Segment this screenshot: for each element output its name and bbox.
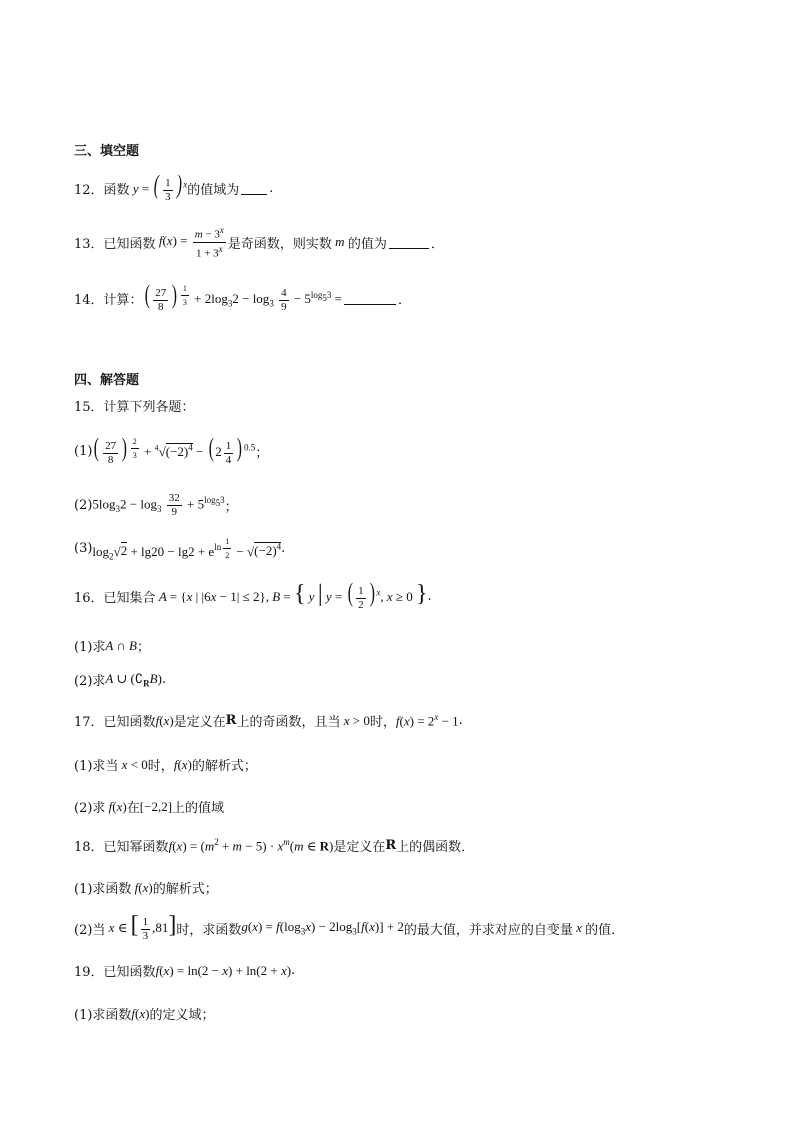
question-text: 计算： (103, 292, 143, 308)
question-text: 的定义域； (149, 1008, 215, 1023)
question-18-part-2: (2)当 x ∈ [ $\frac{1}{3}$ ,81] 时，求函数 $g(x) = f(\log_3x) - 2\log_3[f(x)] + 2$ 的最大值，并求对应的自变量 x 的值． (74, 912, 625, 942)
question-16 (74, 576, 432, 616)
formula: A = {x | |6x − 1| ≤ 2}, B = { y | y = ( $\frac{1}{2}$ ) $^x$, x ≥ 0 } (155, 578, 428, 611)
question-number: 19． (74, 965, 104, 980)
question-12 (74, 172, 273, 204)
separator: ； (224, 499, 238, 515)
question-text: 是定义在 (173, 715, 226, 730)
question-text: 是定义在 (333, 840, 386, 855)
part-label: (1)求 (74, 640, 106, 655)
question-text: 的解析式； (191, 759, 257, 774)
separator: . (281, 540, 286, 556)
question-text: 已知函数 (103, 236, 156, 252)
section-heading-answer (74, 369, 139, 388)
formula: $5\log_32 - \log_3$ $\frac{32}{9}$ + $5^{log_53}$ (92, 491, 225, 518)
real-set: R (225, 713, 237, 728)
question-text: 已知幂函数 (103, 840, 169, 855)
question-text: 的解析式； (152, 882, 218, 897)
question-end: ． (398, 292, 412, 308)
question-text: 在 (126, 801, 140, 816)
part-label: (3) (74, 540, 93, 556)
question-text: 上的偶函数． (396, 840, 475, 855)
question-18-part-1: (1)求函数 f(x) 的解析式； (74, 879, 218, 897)
question-number: 13． (74, 236, 104, 252)
question-15-part-1 (74, 432, 268, 470)
separator: ； (255, 445, 269, 461)
part-label: (1)求函数 (74, 1008, 132, 1023)
question-text: 时， (369, 715, 396, 730)
question-text: 函数 (103, 182, 130, 198)
question-text: 是奇函数，则实数 (227, 236, 332, 252)
real-set: R (385, 838, 397, 853)
question-number: 16． (74, 590, 104, 606)
formula: A ∪ $(∁_RB)$ (105, 670, 162, 689)
question-15-stem (74, 396, 195, 415)
question-text: 15．计算下列各题： (74, 400, 195, 415)
question-19: 19． 已知函数 f(x) = ln(2 − x) + ln(2 + x) . (74, 962, 296, 980)
question-17-part-2: (2)求 f(x) 在 [−2,2] 上的值域 (74, 798, 225, 816)
question-text: 时，求函数 (176, 922, 242, 938)
question-end: ． (430, 236, 444, 252)
question-17-part-1: (1)求当 x < 0 时， f(x) 的解析式； (74, 756, 257, 774)
part-label: (1)求当 (74, 759, 119, 774)
question-17: 17． 已知函数 f(x) 是定义在 R 上的奇函数，且当 x > 0 时， $f(x) = 2^x - 1$ . (74, 711, 463, 730)
question-15-part-3 (74, 532, 285, 564)
question-number: 14． (74, 292, 104, 308)
question-14 (74, 278, 411, 318)
question-text: 时， (147, 759, 174, 774)
section-title: 三、填空题 (74, 144, 140, 159)
part-label: (2)求 (74, 674, 106, 689)
question-end: . (291, 963, 296, 978)
question-13: 13． 已知函数 f(x) = $\frac{m - 3^x}{1 + 3^x}$ 是奇函数，则实数 m 的值为 ． (74, 224, 444, 260)
question-18: 18． 已知幂函数 $f(x) = (m^2 + m - 5) \cdot x^m(m$ ∈ R) 是定义在 R 上的偶函数． (74, 836, 475, 855)
part-label: (2) (74, 497, 93, 513)
question-number: 12． (74, 182, 104, 198)
question-text: 的值域为 (187, 182, 240, 198)
question-end: . (269, 180, 274, 196)
part-label: (1) (74, 443, 93, 459)
answer-blank[interactable] (389, 236, 429, 249)
question-16-part-1 (74, 636, 150, 655)
section-heading-fill (74, 140, 139, 159)
formula: f(x) = $\frac{m - 3^x}{1 + 3^x}$ (155, 224, 224, 260)
formula: ( $\frac{27}{8}$ ) $^{\frac{1}{3}}$ + $2\log_32 - \log_3$ $\frac{4}{9}$ − $5^{log_53}$ = (144, 280, 343, 313)
part-label: (1)求函数 (74, 882, 132, 897)
separator: ； (136, 640, 150, 655)
question-text: 上的奇函数，且当 (236, 715, 341, 730)
question-end: . (427, 588, 432, 604)
question-text: 的最大值，并求对应的自变量 (403, 922, 573, 938)
question-19-part-1: (1)求函数 f(x) 的定义域； (74, 1005, 215, 1023)
separator: . (161, 672, 167, 687)
formula: $\log_2√2 + \lg 20 - \lg 2 + e^{ln \frac{1}{2}}$ − $√(-2)^4$ (92, 536, 282, 561)
question-text: 已知函数 (103, 715, 156, 730)
question-text: 的值． (585, 922, 625, 938)
part-label: (2)当 (74, 922, 106, 938)
question-text: 上的值域 (172, 801, 225, 816)
question-16-part-2 (74, 670, 166, 689)
question-number: 18． (74, 840, 104, 855)
part-label: (2)求 (74, 801, 106, 816)
formula: A ∩ B (105, 637, 137, 653)
answer-blank[interactable] (241, 182, 267, 195)
question-number: 17． (74, 715, 104, 730)
formula: ( $\frac{27}{8}$ ) $^{\frac{2}{3}}$ + $^4√(-2)^4$ − ( 2 $\frac{1}{4}$ ) $^{0.5}$ (94, 433, 256, 466)
question-text: 已知函数 (103, 965, 156, 980)
answer-blank[interactable] (344, 292, 396, 305)
question-end: . (458, 713, 463, 728)
question-text: 的值为 (347, 236, 387, 252)
formula: y = ( $\frac{1}{3}$ ) $^x$ (129, 170, 188, 203)
question-text: 已知集合 (103, 590, 156, 606)
question-15-part-2 (74, 488, 238, 522)
section-title: 四、解答题 (74, 373, 140, 388)
